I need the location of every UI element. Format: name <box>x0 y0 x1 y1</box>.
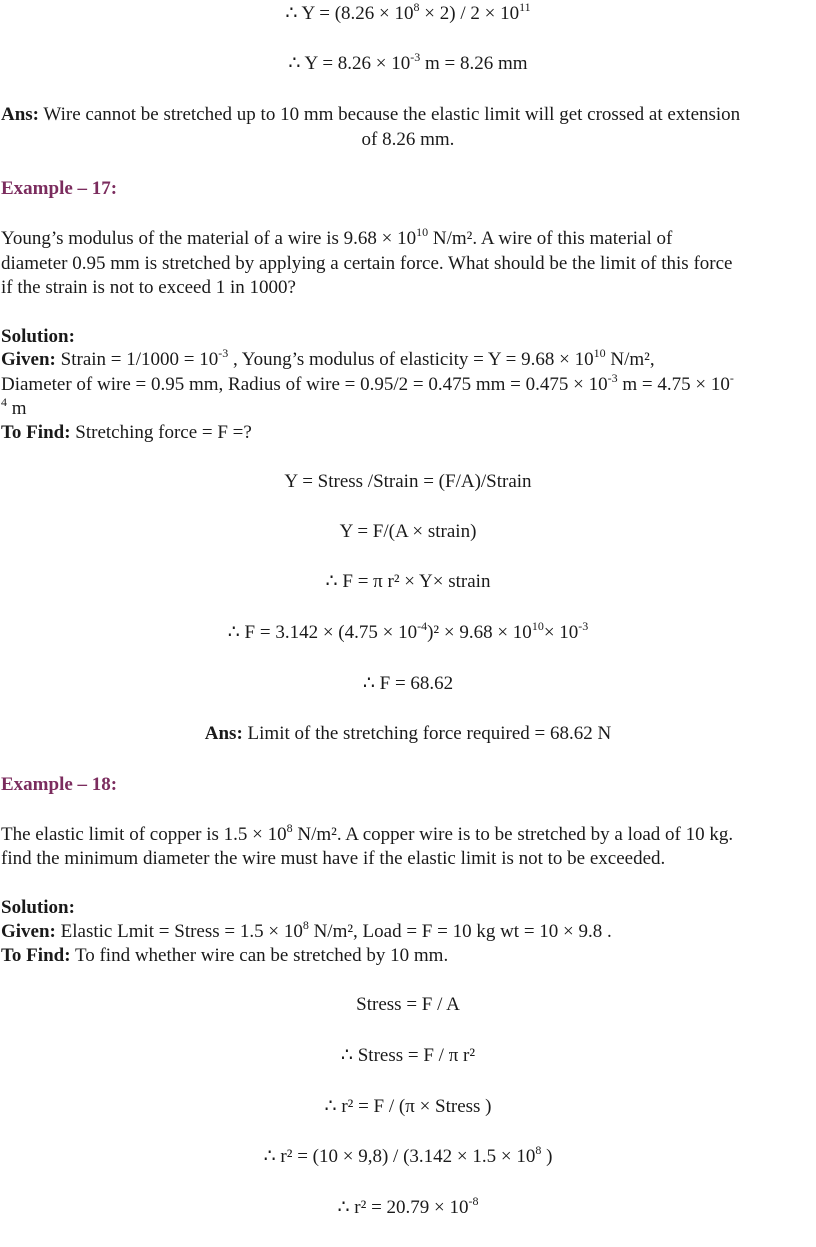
eq-text: ∴ r² = (10 × 9,8) / (3.142 × 1.5 × 10 <box>263 1146 536 1167</box>
to-find-line <box>1 422 252 444</box>
question-line: diameter 0.95 mm is stretched by applying a certain force. What should be the limit of this force <box>1 253 733 274</box>
given-line <box>1 394 27 420</box>
given-label: Given: <box>1 921 56 942</box>
answer-text: Limit of the stretching force required = 68.62 N <box>242 723 612 744</box>
eq-sup: -3 <box>410 49 421 64</box>
q-text: The elastic limit of copper is 1.5 × 10 <box>1 824 287 845</box>
eq-sup: 8 <box>535 1142 542 1157</box>
eq-sup: -4 <box>417 618 428 633</box>
eq-sup: 11 <box>519 0 531 14</box>
given-text: , Young’s modulus of elasticity = Y = 9.68 × 10 <box>228 349 594 370</box>
given-text: Diameter of wire = 0.95 mm, Radius of wire = 0.95/2 = 0.475 mm = 0.475 × 10 <box>1 374 608 395</box>
equation: ∴ r² = F / (π × Stress ) <box>324 1096 492 1117</box>
given-text: Strain = 1/1000 = 10 <box>55 349 219 370</box>
question-line <box>1 820 734 846</box>
eq-sup: 10 <box>531 618 544 633</box>
q-text: N/m². A copper wire is to be stretched by a load of 10 kg. <box>292 824 734 845</box>
given-label: Given: <box>1 349 56 370</box>
solution-label: Solution: <box>1 897 75 918</box>
example-17-heading: Example – 17: <box>1 178 118 199</box>
eq-text: ∴ Y = (8.26 × 10 <box>285 3 414 24</box>
equation: ∴ F = 68.62 <box>362 673 454 694</box>
equation <box>0 618 816 644</box>
given-line <box>1 345 655 371</box>
given-text: N/m², Load = F = 10 kg wt = 10 × 9.8 . <box>308 921 612 942</box>
given-text: m <box>7 398 27 419</box>
given-sup: - <box>729 370 734 385</box>
given-sup: -3 <box>607 370 618 385</box>
question-line: if the strain is not to exceed 1 in 1000? <box>1 277 296 298</box>
to-find-label: To Find: <box>1 422 71 443</box>
eq-text: ) <box>541 1146 553 1167</box>
eq-text: × 2) / 2 × 10 <box>419 3 520 24</box>
to-find-text: Stretching force = F =? <box>70 422 252 443</box>
answer-text: of 8.26 mm. <box>361 129 455 150</box>
eq-text: )² × 9.68 × 10 <box>427 622 532 643</box>
equation: Stress = F / A <box>356 994 460 1015</box>
q-sup: 8 <box>286 820 293 835</box>
equation: ∴ Stress = F / π r² <box>340 1045 476 1066</box>
eq-sup: 8 <box>413 0 420 14</box>
given-text: m = 4.75 × 10 <box>617 374 730 395</box>
equation: Y = F/(A × strain) <box>339 521 477 542</box>
equation <box>0 1193 816 1219</box>
answer-line <box>1 104 740 126</box>
to-find-label: To Find: <box>1 945 71 966</box>
answer-text: Wire cannot be stretched up to 10 mm because the elastic limit will get crossed at extension <box>39 104 741 125</box>
to-find-line <box>1 945 448 967</box>
eq-text: ∴ F = 3.142 × (4.75 × 10 <box>227 622 418 643</box>
eq-sup: -8 <box>468 1193 479 1208</box>
solution-label: Solution: <box>1 326 75 347</box>
eq-sup: -3 <box>578 618 589 633</box>
equation: Y = Stress /Strain = (F/A)/Strain <box>284 471 532 492</box>
given-sup: -3 <box>218 345 229 360</box>
answer-label: Ans: <box>204 723 243 744</box>
equation-y-calc <box>0 0 816 25</box>
equation-y-result <box>0 49 816 75</box>
example-18-heading: Example – 18: <box>1 774 118 795</box>
equation: ∴ F = π r² × Y× strain <box>325 571 491 592</box>
given-sup: 8 <box>302 917 309 932</box>
q-sup: 10 <box>416 224 429 239</box>
q-text: N/m². A wire of this material of <box>428 228 673 249</box>
eq-text: m = 8.26 mm <box>420 53 528 74</box>
given-line <box>1 370 734 396</box>
q-text: Young’s modulus of the material of a wire is 9.68 × 10 <box>1 228 417 249</box>
given-line <box>1 917 612 943</box>
given-text: N/m², <box>605 349 655 370</box>
equation <box>0 1142 816 1168</box>
eq-text: ∴ r² = 20.79 × 10 <box>337 1197 469 1218</box>
eq-text: ∴ Y = 8.26 × 10 <box>288 53 411 74</box>
question-line <box>1 224 673 250</box>
given-sup: 10 <box>593 345 606 360</box>
eq-text: × 10 <box>543 622 579 643</box>
question-line: find the minimum diameter the wire must have if the elastic limit is not to be exceeded. <box>1 848 666 869</box>
answer-line <box>0 723 816 745</box>
given-text: Elastic Lmit = Stress = 1.5 × 10 <box>55 921 303 942</box>
answer-label: Ans: <box>1 104 40 125</box>
to-find-text: To find whether wire can be stretched by 10 mm. <box>70 945 449 966</box>
answer-line-2 <box>0 129 816 151</box>
given-sup: 4 <box>1 394 7 409</box>
